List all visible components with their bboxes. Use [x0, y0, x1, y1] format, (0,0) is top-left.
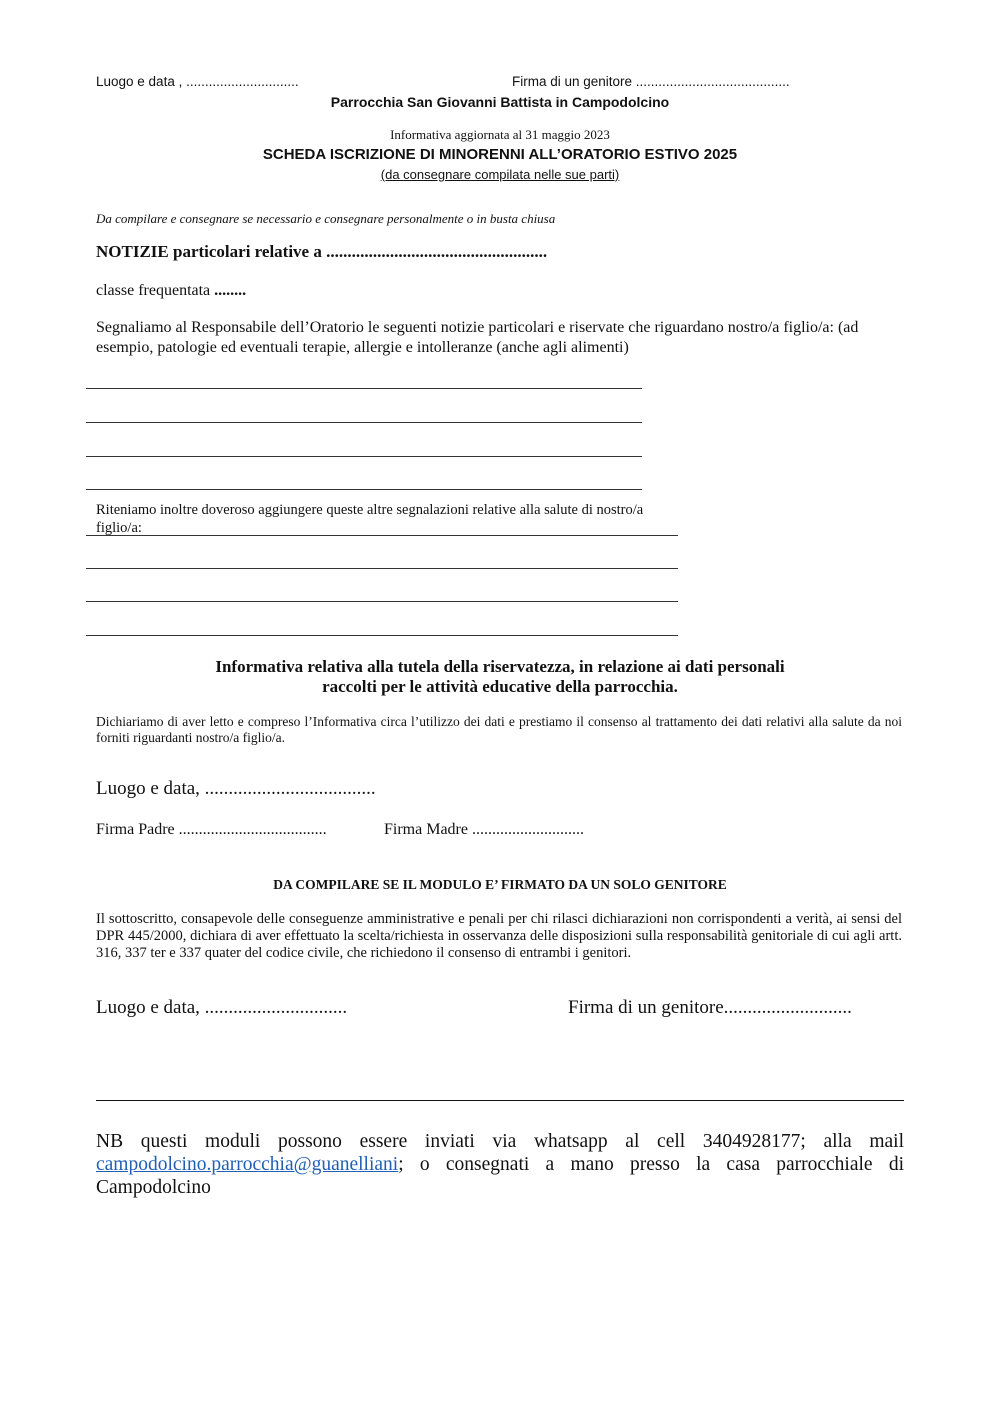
father-signature: Firma Padre ..................................... — [96, 821, 327, 838]
privacy-heading-line2: raccolti per le attività educative della parrocchia. — [322, 677, 678, 696]
notizie-label: NOTIZIE particolari relative a .................................................... — [96, 242, 548, 261]
write-line[interactable] — [86, 535, 678, 536]
form-title: SCHEDA ISCRIZIONE DI MINORENNI ALL’ORATORIO ESTIVO 2025 — [262, 146, 738, 163]
single-parent-heading: DA COMPILARE SE IL MODULO E’ FIRMATO DA UN SOLO GENITORE — [273, 877, 727, 892]
footer-note-text: NB questi moduli possono essere inviati via whatsapp al cell 3404928177; alla mail — [96, 1131, 904, 1152]
privacy-place-date: Luogo e data, .................................... — [96, 778, 376, 799]
write-line[interactable] — [86, 568, 678, 569]
informative-updated: Informativa aggiornata al 31 maggio 2023 — [390, 127, 610, 142]
single-parent-text: Il sottoscritto, consapevole delle conseguenze amministrative e penali per chi rilasci dichiarazioni non corrispondenti a verità, ai sensi del DPR 445/2000, dichiara di aver effettuato la scelta/richiesta in osservanza delle disposizioni sulla responsabilità genitoriale di cui agli artt. 316, 337 ter e 337 quater del codice civile, che richiedono il consenso di entrambi i genitori. — [96, 911, 902, 961]
write-line[interactable] — [86, 489, 642, 490]
riteniamo-paragraph: Riteniamo inoltre doveroso aggiungere queste altre segnalazioni relative alla salute di nostro/a figlio/a: — [96, 502, 644, 536]
instruction-text: Da compilare e consegnare se necessario e consegnare personalmente o in busta chiusa — [96, 211, 556, 226]
write-line[interactable] — [86, 635, 678, 636]
header-parent-signature: Firma di un genitore ......................................... — [512, 74, 790, 89]
privacy-declaration: Dichiariamo di aver letto e compreso l’Informativa circa l’utilizzo dei dati e prestiamo il consenso al trattamento dei dati relativi alla salute da noi forniti riguardanti nostro/a figlio/a. — [96, 714, 902, 745]
single-parent-signature: Firma di un genitore........................... — [568, 997, 852, 1018]
header-place-date: Luogo e data , .............................. — [96, 74, 299, 89]
segnaliamo-paragraph: Segnaliamo al Responsabile dell’Oratorio le seguenti notizie particolari e riservate che riguardano nostro/a figlio/a: (ad esempio, patologie ed eventuali terapie, allergie e intolleranze (anche agli alimenti) — [96, 319, 859, 356]
write-line[interactable] — [86, 388, 642, 389]
footer-divider — [96, 1100, 904, 1101]
mother-signature: Firma Madre ............................ — [384, 821, 584, 838]
parish-name: Parrocchia San Giovanni Battista in Campodolcino — [330, 94, 670, 110]
write-line[interactable] — [86, 456, 642, 457]
privacy-heading — [0, 657, 1000, 697]
footer-note — [96, 1130, 904, 1199]
privacy-heading-line1: Informativa relativa alla tutela della riservatezza, in relazione ai dati personali — [215, 657, 785, 676]
classe-dots: ........ — [214, 282, 247, 299]
footer-note-text-end: ; o consegnati a mano presso la casa parrocchiale di Campodolcino — [96, 1154, 904, 1198]
form-subtitle: (da consegnare compilata nelle sue parti) — [380, 167, 620, 182]
footer-email-link[interactable]: campodolcino.parrocchia@guanelliani — [96, 1154, 399, 1175]
classe-field — [96, 282, 246, 300]
classe-label: classe frequentata — [96, 282, 211, 299]
single-parent-place-date: Luogo e data, .............................. — [96, 997, 348, 1018]
write-line[interactable] — [86, 422, 642, 423]
write-line[interactable] — [86, 601, 678, 602]
